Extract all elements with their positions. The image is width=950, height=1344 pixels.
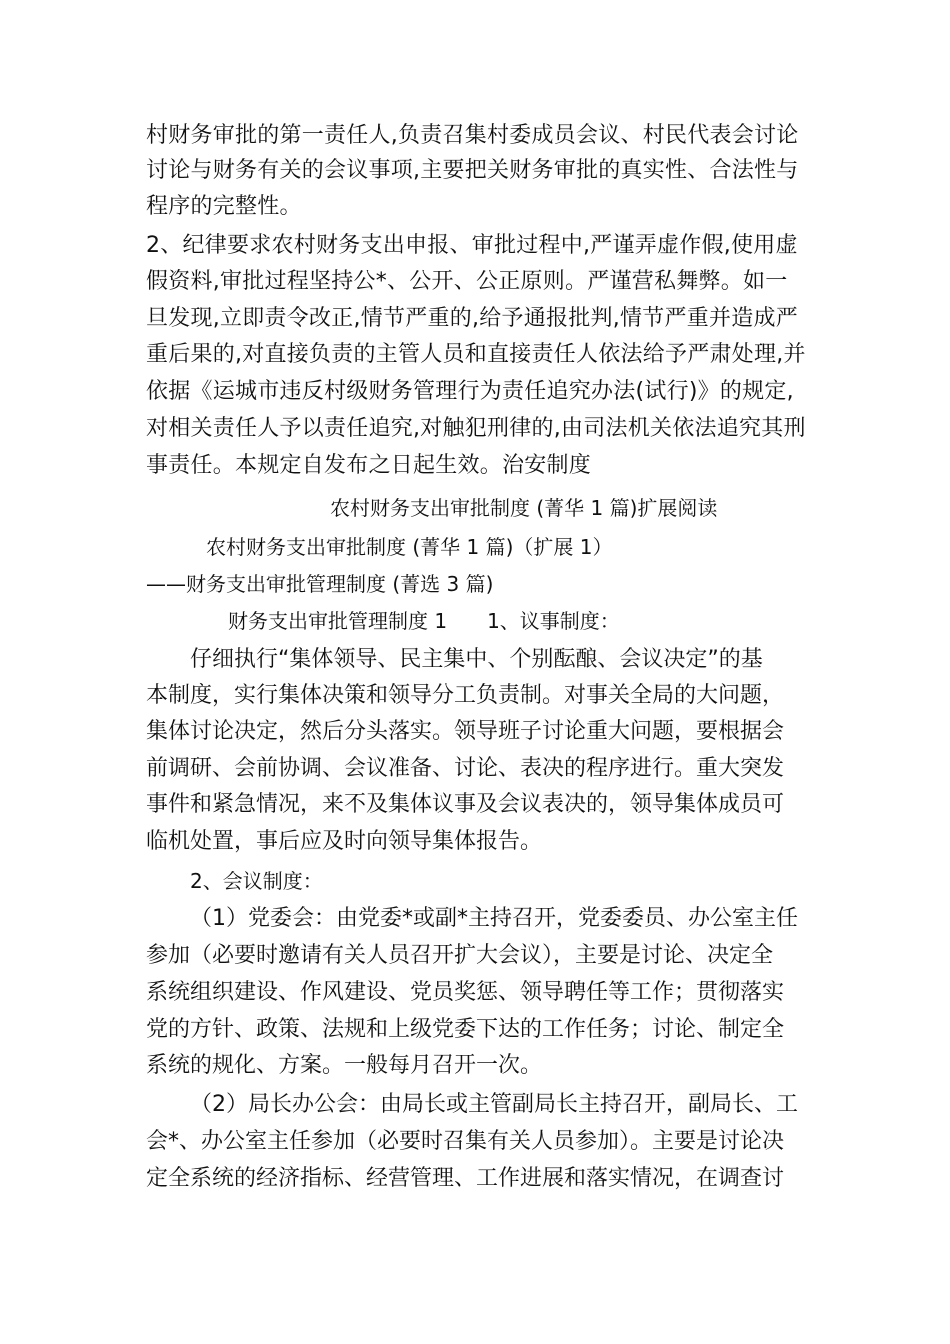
text-line: （1）党委会：由党委*或副*主持召开，党委委员、办公室主任 — [190, 906, 798, 931]
text-line: 依据《运城市违反村级财务管理行为责任追究办法(试行)》的规定, — [146, 379, 794, 404]
text-line: 对相关责任人予以责任追究,对触犯刑律的,由司法机关依法追究其刑 — [146, 416, 806, 441]
text-line: （2）局长办公会：由局长或主管副局长主持召开，副局长、工 — [190, 1092, 798, 1117]
text-line: 2、纪律要求农村财务支出申报、审批过程中,严谨弄虚作假,使用虚 — [146, 233, 798, 258]
text-line: 旦发现,立即责令改正,情节严重的,给予通报批判,情节严重并造成严 — [146, 306, 798, 331]
text-line: 临机处置，事后应及时向领导集体报告。 — [146, 829, 543, 854]
text-line: 党的方针、政策、法规和上级党委下达的工作任务；讨论、制定全 — [146, 1017, 785, 1042]
text-line: 事责任。本规定自发布之日起生效。治安制度 — [146, 453, 592, 478]
text-line: 前调研、会前协调、会议准备、讨论、表决的程序进行。重大突发 — [146, 756, 785, 781]
text-line: 参加（必要时邀请有关人员召开扩大会议），主要是讨论、决定全 — [146, 943, 774, 968]
heading-subtitle: ——财务支出审批管理制度 (菁选 3 篇) — [146, 572, 494, 596]
text-line: 仔细执行“集体领导、民主集中、个别酝酿、会议决定”的基 — [190, 647, 763, 672]
text-line: 定全系统的经济指标、经营管理、工作进展和落实情况，在调查讨 — [146, 1166, 785, 1191]
text-line: 会*、办公室主任参加（必要时召集有关人员参加）。主要是讨论决 — [146, 1129, 785, 1154]
text-line: 集体讨论决定，然后分头落实。领导班子讨论重大问题，要根据会 — [146, 719, 785, 744]
text-line: 讨论与财务有关的会议事项,主要把关财务审批的真实性、合法性与 — [146, 158, 799, 183]
text-line: 村财务审批的第一责任人,负责召集村委成员会议、村民代表会讨论 — [146, 123, 799, 148]
heading-extended-reading: 农村财务支出审批制度 (菁华 1 篇)扩展阅读 — [330, 496, 718, 520]
text-line: 本制度，实行集体决策和领导分工负责制。对事关全局的大问题， — [146, 683, 785, 708]
text-line: 重后果的,对直接负责的主管人员和直接责任人依法给予严肃处理,并 — [146, 342, 806, 367]
text-line: 事件和紧急情况，来不及集体议事及会议表决的，领导集体成员可 — [146, 792, 785, 817]
heading-meeting-system: 2、会议制度： — [190, 869, 323, 893]
text-line: 假资料,审批过程坚持公*、公开、公正原则。严谨营私舞弊。如一 — [146, 269, 788, 294]
text-line: 程序的完整性。 — [146, 194, 302, 219]
heading-section-1: 财务支出审批管理制度 1 1、议事制度： — [228, 609, 620, 633]
text-line: 系统的规化、方案。一般每月召开一次。 — [146, 1053, 543, 1078]
text-line: 系统组织建设、作风建设、党员奖惩、领导聘任等工作；贯彻落实 — [146, 980, 785, 1005]
heading-extension-1: 农村财务支出审批制度 (菁华 1 篇)（扩展 1） — [206, 535, 613, 559]
